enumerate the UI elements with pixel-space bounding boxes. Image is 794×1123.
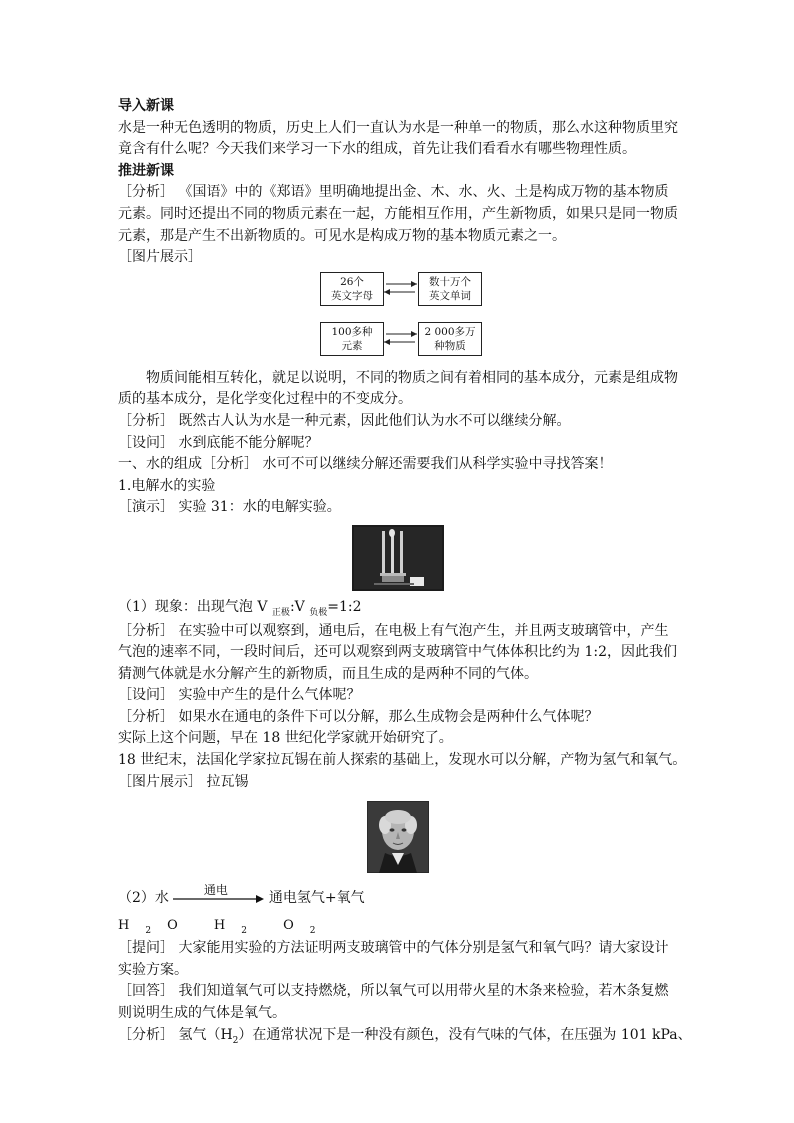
diagram-box-substances: 2 000多万 种物质 xyxy=(418,322,482,356)
question-line: ［设问］ 实验中产生的是什么气体呢？ xyxy=(118,687,361,704)
paragraph-line: 物质间能相互转化，就足以说明，不同的物质之间有着相同的基本成分，元素是组成物 xyxy=(146,369,678,386)
formula-water: H $_2$ O xyxy=(118,918,178,937)
picture-label: ［图片展示］ 拉瓦锡 xyxy=(118,773,249,790)
formula-hydrogen: H $_2$ xyxy=(213,918,247,937)
demo-line: ［演示］ 实验 31：水的电解实验。 xyxy=(118,499,341,516)
paragraph-line: ［分析］ 既然古人认为水是一种元素，因此他们认为水不可以继续分解。 xyxy=(118,412,571,429)
paragraph-line: 质的基本成分，是化学变化过程中的不变成分。 xyxy=(118,391,412,408)
question-line: ［提问］ 大家能用实验的方法证明两支玻璃管中的气体分别是氢气和氧气吗？请大家设计 xyxy=(118,940,669,957)
document-page xyxy=(118,96,692,1048)
right-arrow-icon xyxy=(171,883,267,907)
paragraph-line: 则说明生成的气体是氧气。 xyxy=(118,1005,286,1022)
double-arrow-icon xyxy=(383,328,418,348)
section-heading-water-composition: 一、水的组成［分析］ 水可不可以继续分解还需要我们从科学实验中寻找答案！ xyxy=(118,456,613,473)
lavoisier-portrait xyxy=(367,801,429,873)
picture-label: ［图片展示］ xyxy=(118,249,202,266)
paragraph-line: 竟含有什么呢？今天我们来学习一下水的组成，首先让我们看看水有哪些物理性质。 xyxy=(118,141,636,158)
double-arrow-icon xyxy=(383,278,418,298)
subsection-heading: 1.电解水的实验 xyxy=(118,477,216,494)
question-line: ［设问］ 水到底能不能分解呢？ xyxy=(118,434,319,451)
paragraph-line: 实验方案。 xyxy=(118,961,188,978)
phenomenon-line: （1）现象：出现气泡 V $_{正极}$:V $_{负极}$=1:2 xyxy=(118,598,362,618)
paragraph-line: ［分析］ 如果水在通电的条件下可以分解，那么生成物会是两种什么气体呢？ xyxy=(118,708,599,725)
paragraph-line: 实际上这个问题，早在 18 世纪化学家就开始研究了。 xyxy=(118,730,453,747)
paragraph-line: 水是一种无色透明的物质，历史上人们一直认为水是一种单一的物质，那么水这种物质里究 xyxy=(118,119,678,136)
paragraph-line: 18 世纪末，法国化学家拉瓦锡在前人探索的基础上，发现水可以分解，产物为氢气和氧气。 xyxy=(118,752,687,769)
diagram-box-words: 数十万个 英文单词 xyxy=(418,272,482,306)
diagram-box-letters: 26个 英文字母 xyxy=(320,272,384,306)
diagram-box-elements: 100多种 元素 xyxy=(320,322,384,356)
paragraph-line: 元素。同时还提出不同的物质元素在一起，方能相互作用，产生新物质，如果只是同一物质 xyxy=(118,205,678,222)
section-heading-intro: 导入新课 xyxy=(118,98,174,114)
paragraph-line: ［分析］ 《国语》中的《郑语》里明确地提出金、木、水、火、土是构成万物的基本物质 xyxy=(118,184,669,201)
paragraph-line: ［分析］ 在实验中可以观察到，通电后，在电极上有气泡产生，并且两支玻璃管中，产生 xyxy=(118,622,669,639)
reaction-arrow: 通电 xyxy=(171,883,267,907)
paragraph-line: ［分析］ 氢气$(H_2)$在通常状况下是一种没有颜色，没有气味的气体，在压强为 101 kPa、 xyxy=(118,1026,692,1046)
conversion-diagram xyxy=(118,272,678,364)
chemical-formulas xyxy=(118,915,678,938)
section-heading-new: 推进新课 xyxy=(118,162,174,179)
reaction-equation: （2）水 通电 通电氢气+氧气 xyxy=(118,883,365,907)
paragraph-line: 猜测气体就是水分解产生的新物质，而且生成的是两种不同的气体。 xyxy=(118,665,538,682)
formula-oxygen: O $_2$ xyxy=(283,918,316,937)
electrolysis-photo xyxy=(352,525,444,591)
paragraph-line: 元素，那是产生不出新物质的。可见水是构成万物的基本物质元素之一。 xyxy=(118,227,566,244)
answer-line: ［回答］ 我们知道氧气可以支持燃烧，所以氧气可以用带火星的木条来检验，若木条复燃 xyxy=(118,983,669,1000)
paragraph-line: 气泡的速率不同，一段时间后，还可以观察到两支玻璃管中气体体积比约为 1:2，因此我们 xyxy=(118,644,677,661)
